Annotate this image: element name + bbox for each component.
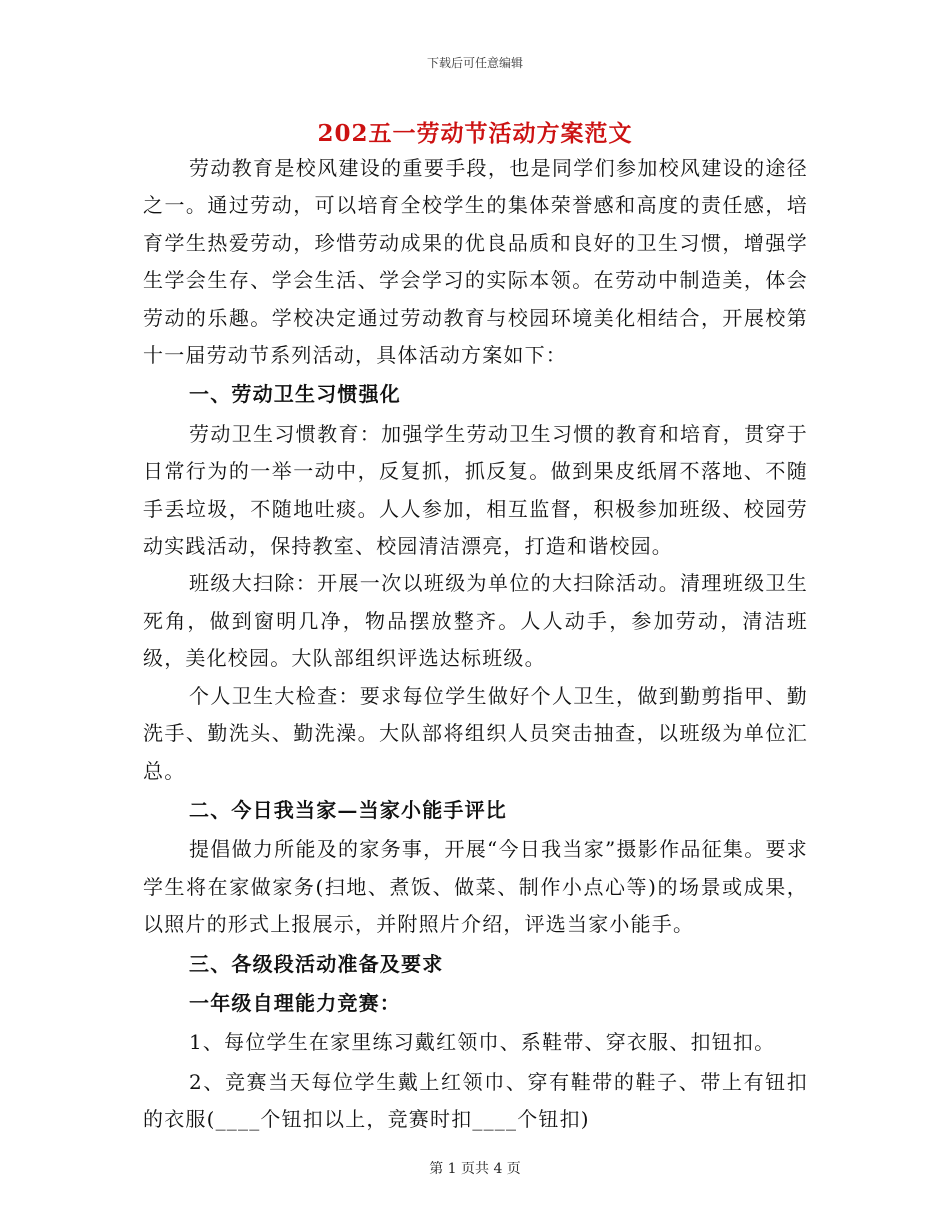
paragraph-personal-hygiene: 个人卫生大检查：要求每位学生做好个人卫生，做到勤剪指甲、勤洗手、勤洗头、勤洗澡。大队部将组织人员突击抽查，以班级为单位汇总。 (143, 683, 808, 783)
header-note: 下载后可任意编辑 (426, 56, 523, 70)
paragraph-hygiene-education: 劳动卫生习惯教育：加强学生劳动卫生习惯的教育和培育，贯穿于日常行为的一举一动中，反复抓，抓反复。做到果皮纸屑不落地、不随手丢垃圾，不随地吐痰。人人参加，相互监督，积极参加班级、校园劳动实践活动，保持教室、校园清洁漂亮，打造和谐校园。 (143, 421, 808, 559)
paragraph-housework: 提倡做力所能及的家务事，开展“今日我当家”摄影作品征集。要求学生将在家做家务(扫地、煮饭、做菜、制作小点心等)的场景或成果，以照片的形式上报展示，并附照片介绍，评选当家小能手。 (143, 837, 808, 937)
section-heading-1: 一、劳动卫生习惯强化 (189, 382, 401, 407)
document-body (143, 150, 808, 1141)
section-heading-3: 三、各级段活动准备及要求 (189, 951, 444, 976)
paragraph-class-cleaning: 班级大扫除：开展一次以班级为单位的大扫除活动。清理班级卫生死角，做到窗明几净，物品摆放整齐。人人动手，参加劳动，清洁班级，美化校园。大队部组织评选达标班级。 (143, 571, 808, 671)
document-title: 202五一劳动节活动方案范文 (317, 120, 633, 147)
page-number: 第 1 页共 4 页 (429, 1161, 521, 1177)
list-item-2: 2、竞赛当天每位学生戴上红领巾、穿有鞋带的鞋子、带上有钮扣的衣服(____个钮扣以上，竞赛时扣____个钮扣) (143, 1069, 808, 1132)
section-heading-2: 二、今日我当家—当家小能手评比 (189, 797, 507, 822)
paragraph-intro: 劳动教育是校风建设的重要手段，也是同学们参加校风建设的途径之一。通过劳动，可以培育全校学生的集体荣誉感和高度的责任感，培育学生热爱劳动，珍惜劳动成果的优良品质和良好的卫生习惯，增强学生学会生存、学会生活、学会学习的实际本领。在劳动中制造美，体会劳动的乐趣。学校决定通过劳动教育与校园环境美化相结合，开展校第十一届劳动节系列活动，具体活动方案如下： (143, 156, 808, 368)
list-item-1: 1、每位学生在家里练习戴红领巾、系鞋带、穿衣服、扣钮扣。 (189, 1030, 776, 1055)
subsection-heading-grade1: 一年级自理能力竞赛： (189, 990, 401, 1015)
